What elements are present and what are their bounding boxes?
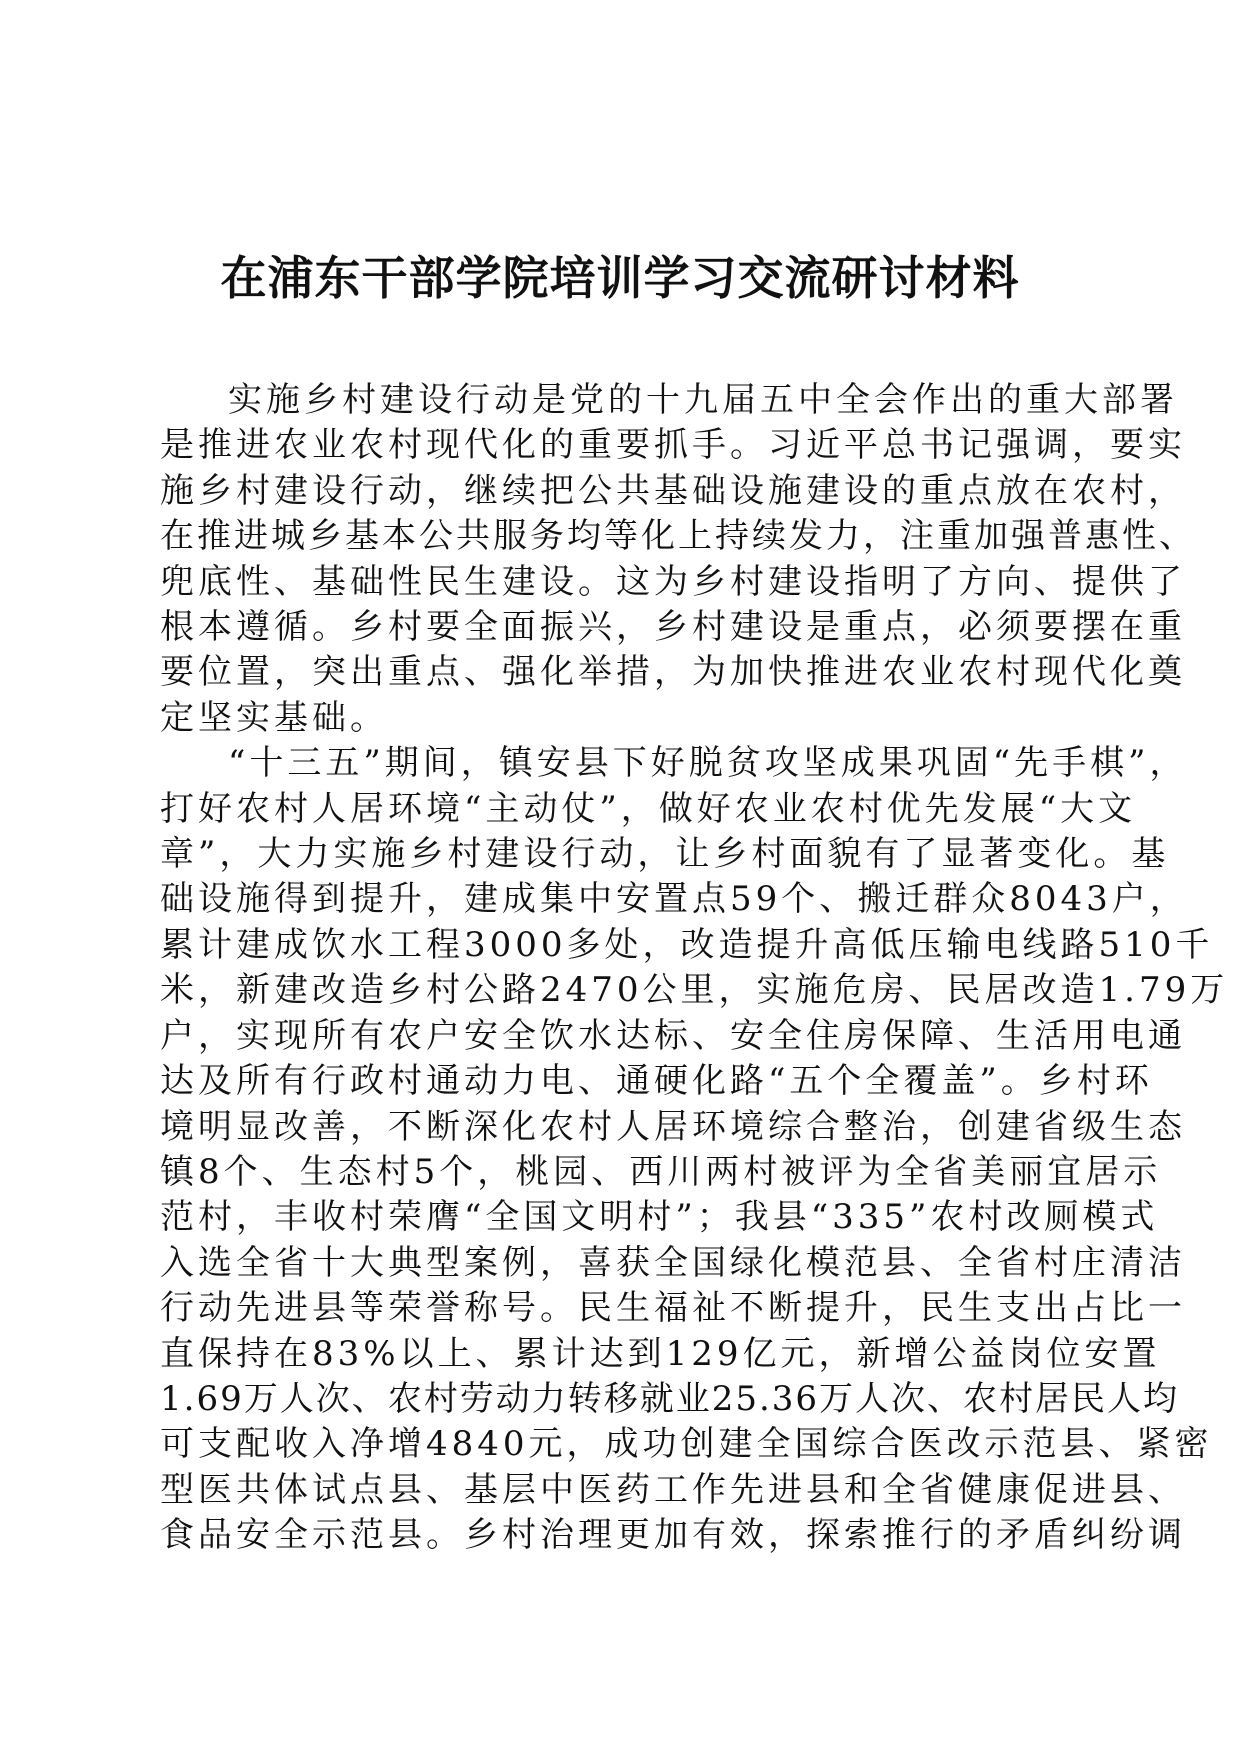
text-line: 镇8个、生态村5个，桃园、西川两村被评为全省美丽宜居示: [160, 1151, 1162, 1192]
text-line: 兜底性、基础性民生建设。这为乡村建设指明了方向、提供了: [160, 561, 1186, 602]
text-line: 直保持在83%以上、累计达到129亿元，新增公益岗位安置: [160, 1333, 1161, 1374]
document-body: [160, 378, 1229, 1559]
text-line: 1.69万人次、农村劳动力转移就业25.36万人次、农村居民人均: [160, 1378, 1180, 1419]
text-line: 定坚实基础。: [160, 697, 388, 738]
text-line: 是推进农业农村现代化的重要抓手。习近平总书记强调，要实: [160, 425, 1186, 466]
text-line: 施乡村建设行动，继续把公共基础设施建设的重点放在农村，: [160, 470, 1186, 511]
text-line: 根本遵循。乡村要全面振兴，乡村建设是重点，必须要摆在重: [160, 607, 1186, 648]
text-line: 食品安全示范县。乡村治理更加有效，探索推行的矛盾纠纷调: [160, 1515, 1186, 1556]
text-line: 打好农村人居环境“主动仗”，做好农业农村优先发展“大文: [160, 788, 1137, 829]
text-line: 要位置，突出重点、强化举措，为加快推进农业农村现代化奠: [160, 652, 1186, 693]
text-line: 章”，大力实施乡村建设行动，让乡村面貌有了显著变化。基: [160, 834, 1170, 875]
text-line: 可支配收入净增4840元，成功创建全国综合医改示范县、紧密: [160, 1424, 1213, 1465]
text-line: 累计建成饮水工程3000多处，改造提升高低压输电线路510千: [160, 924, 1214, 965]
paragraph-1: [160, 378, 1196, 741]
text-line: 实施乡村建设行动是党的十九届五中全会作出的重大部署: [228, 380, 1178, 420]
text-line: 境明显改善，不断深化农村人居环境综合整治，创建省级生态: [160, 1106, 1186, 1147]
document-title: 在浦东干部学院培训学习交流研讨材料: [220, 251, 1020, 305]
text-line: 在推进城乡基本公共服务均等化上持续发力，注重加强普惠性、: [160, 516, 1196, 557]
text-line: 础设施得到提升，建成集中安置点59个、搬迁群众8043户，: [160, 879, 1188, 920]
text-line: “十三五”期间，镇安县下好脱贫攻坚成果巩固“先手棋”，: [228, 743, 1188, 784]
text-line: 型医共体试点县、基层中医药工作先进县和全省健康促进县、: [160, 1469, 1186, 1510]
text-line: 达及所有行政村通动力电、通硬化路“五个全覆盖”。乡村环: [160, 1061, 1153, 1102]
text-line: 入选全省十大典型案例，喜获全国绿化模范县、全省村庄清洁: [160, 1242, 1186, 1283]
text-line: 米，新建改造乡村公路2470公里，实施危房、民居改造1.79万: [160, 970, 1229, 1011]
paragraph-2: [160, 741, 1229, 1558]
text-line: 行动先进县等荣誉称号。民生福祉不断提升，民生支出占比一: [160, 1288, 1186, 1329]
text-line: 范村，丰收村荣膺“全国文明村”；我县“335”农村改厕模式: [160, 1197, 1159, 1238]
text-line: 户，实现所有农户安全饮水达标、安全住房保障、生活用电通: [160, 1015, 1186, 1056]
